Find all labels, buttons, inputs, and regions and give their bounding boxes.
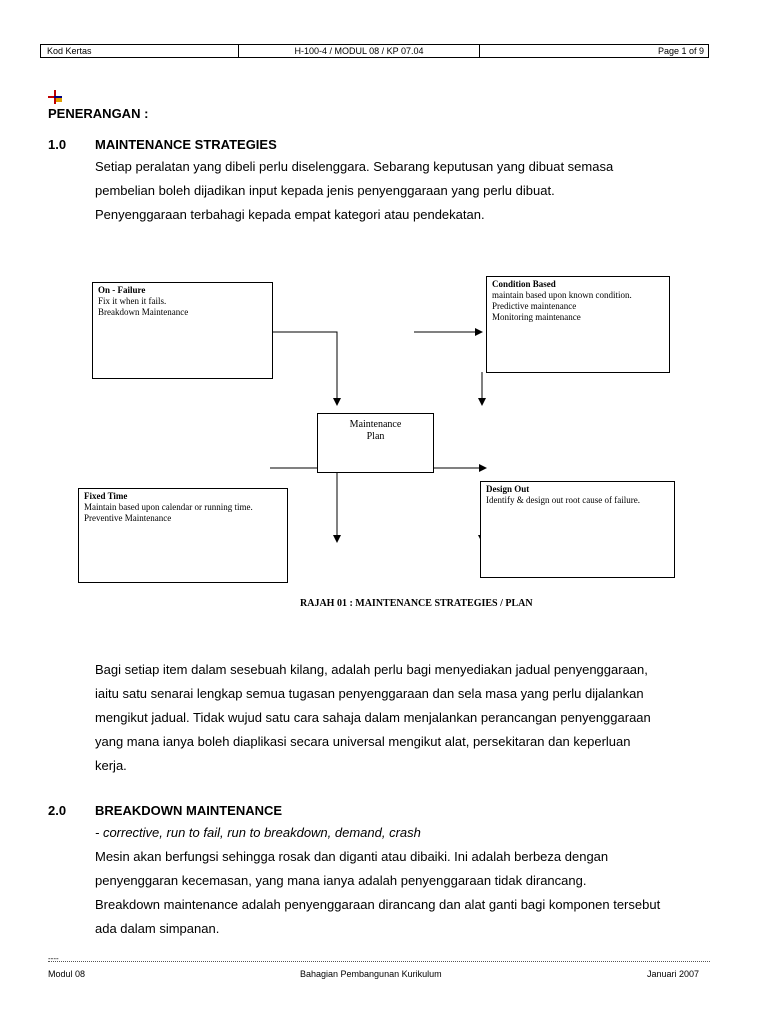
on-failure-box (92, 282, 273, 379)
paragraph2-line: kerja. (95, 758, 127, 773)
section1-number: 1.0 (48, 137, 67, 152)
section2-title: BREAKDOWN MAINTENANCE (95, 803, 283, 818)
condition-based-line: Monitoring maintenance (492, 312, 581, 322)
fixed-time-line: Maintain based upon calendar or running time. (84, 502, 253, 512)
paragraph2 (95, 658, 715, 778)
section2-line: Breakdown maintenance adalah penyenggaraan dirancang dan alat ganti bagi komponen tersebut (95, 897, 661, 912)
condition-based-box (486, 276, 670, 373)
module-reference: H-100-4 / MODUL 08 / KP 07.04 (239, 45, 480, 57)
paragraph2-line: iaitu satu senarai lengkap semua tugasan penyenggaraan dan sela masa yang perlu dijalankan (95, 686, 644, 701)
section1-title: MAINTENANCE STRATEGIES (95, 137, 277, 152)
design-out-box (480, 481, 675, 578)
section1-line: Setiap peralatan yang dibeli perlu diselenggara. Sebarang keputusan yang dibuat semasa (95, 159, 614, 174)
kod-kertas-label: Kod Kertas (41, 45, 239, 57)
plan-line: Maintenance (349, 419, 402, 430)
section1-line: pembelian boleh dijadikan input kepada jenis penyenggaraan yang perlu dibuat. (95, 183, 555, 198)
fixed-time-box (78, 488, 288, 583)
on-failure-line: Breakdown Maintenance (98, 307, 189, 317)
section2-line: penyenggaran kecemasan, yang mana ianya adalah penyenggaraan tidak dirancang. (95, 873, 587, 888)
section2-body (95, 821, 715, 941)
footer-date: Januari 2007 (647, 969, 700, 979)
footer-department: Bahagian Pembangunan Kurikulum (300, 969, 442, 979)
on-failure-line: Fix it when it fails. (98, 296, 167, 306)
section2-line: ada dalam simpanan. (95, 921, 220, 936)
fixed-time-title: Fixed Time (84, 491, 128, 501)
on-failure-title: On - Failure (98, 285, 146, 295)
maintenance-plan-box (317, 413, 434, 473)
paragraph2-line: yang mana ianya boleh diaplikasi secara universal mengikut alat, persekitaran dan keperluan (95, 734, 631, 749)
footer-module: Modul 08 (48, 969, 86, 979)
plan-line: Plan (366, 431, 385, 442)
footer-rule (48, 961, 710, 962)
condition-based-line: maintain based upon known condition. (492, 290, 632, 300)
page-number: Page 1 of 9 (657, 46, 704, 56)
fixed-time-line: Preventive Maintenance (84, 513, 172, 523)
penerangan-heading: PENERANGAN : (48, 106, 149, 121)
condition-based-title: Condition Based (492, 279, 556, 289)
diagram-caption: RAJAH 01 : MAINTENANCE STRATEGIES / PLAN (300, 598, 533, 609)
footer-marker: ---- (48, 954, 59, 963)
section2-subtitle: - corrective, run to fail, run to breakdown, demand, crash (95, 825, 421, 840)
paragraph2-line: mengikut jadual. Tidak wujud satu cara sahaja dalam menjalankan perancangan penyenggaraan (95, 710, 651, 725)
section2-line: Mesin akan berfungsi sehingga rosak dan diganti atau dibaiki. Ini adalah berbeza dengan (95, 849, 609, 864)
section2-number: 2.0 (48, 803, 67, 818)
condition-based-line: Predictive maintenance (492, 301, 577, 311)
design-out-title: Design Out (486, 484, 530, 494)
paragraph2-line: Bagi setiap item dalam sesebuah kilang, adalah perlu bagi menyediakan jadual penyenggaraan, (95, 662, 648, 677)
section1-line: Penyenggaraan terbahagi kepada empat kategori atau pendekatan. (95, 207, 485, 222)
design-out-line: Identify & design out root cause of failure. (486, 495, 640, 505)
